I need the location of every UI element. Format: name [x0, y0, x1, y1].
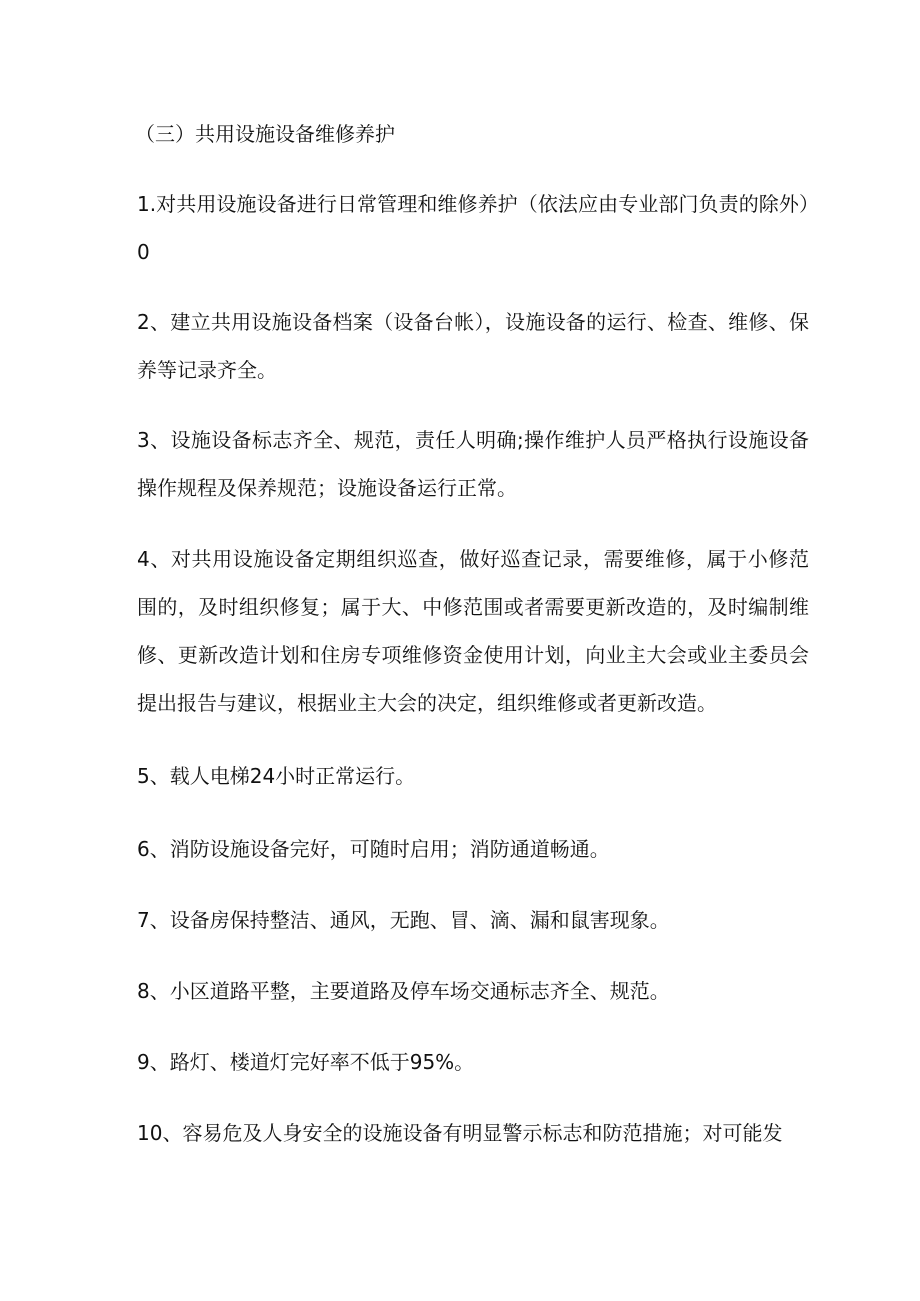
section-heading: （三）共用设施设备维修养护 — [135, 122, 395, 146]
list-item-5: 5、载人电梯24小时正常运行。 — [137, 764, 416, 788]
list-item-10: 10、容易危及人身安全的设施设备有明显警示标志和防范措施；对可能发 — [137, 1121, 783, 1145]
list-item-9: 9、路灯、楼道灯完好率不低于95%。 — [137, 1050, 475, 1074]
list-item-7: 7、设备房保持整洁、通风，无跑、冒、滴、漏和鼠害现象。 — [137, 908, 670, 932]
list-item-1: 1.对共用设施设备进行日常管理和维修养护（依法应由专业部门负责的除外）0 — [137, 192, 809, 264]
list-item-4: 4、对共用设施设备定期组织巡查，做好巡查记录，需要维修，属于小修范围的，及时组织修复；属于大、中修范围或者需要更新改造的，及时编制维修、更新改造计划和住房专项维修资金使用计划，向业主大会或业主委员会提出报告与建议，根据业主大会的决定，组织维修或者更新改造。 — [137, 547, 809, 715]
list-item-2: 2、建立共用设施设备档案（设备台帐），设施设备的运行、检查、维修、保养等记录齐全。 — [137, 310, 809, 382]
list-item-8: 8、小区道路平整，主要道路及停车场交通标志齐全、规范。 — [137, 979, 670, 1003]
list-item-3: 3、设施设备标志齐全、规范，责任人明确;操作维护人员严格执行设施设备操作规程及保养规范；设施设备运行正常。 — [137, 428, 809, 500]
list-item-6: 6、消防设施设备完好，可随时启用；消防通道畅通。 — [137, 837, 610, 861]
